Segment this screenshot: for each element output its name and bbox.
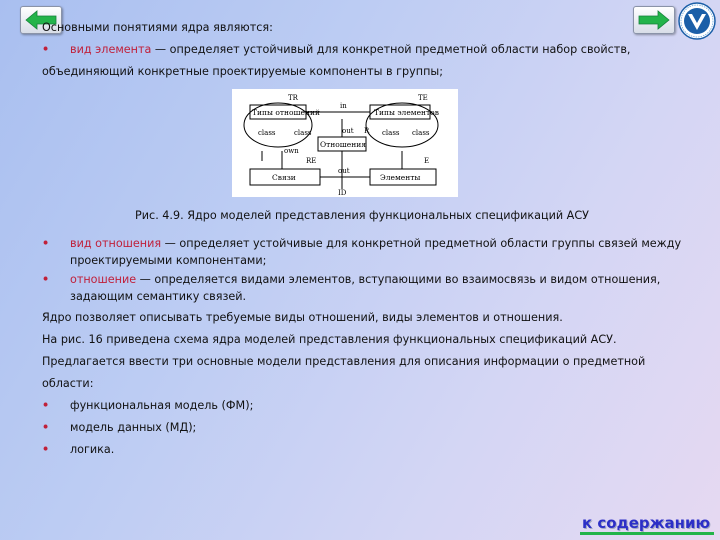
bullet-icon: • bbox=[42, 237, 50, 250]
paragraph: области: bbox=[42, 377, 94, 390]
diagram-label: class bbox=[412, 129, 430, 137]
diagram-label: class bbox=[382, 129, 400, 137]
diagram-label: R bbox=[364, 127, 370, 135]
diagram-label: Типы элементов bbox=[374, 108, 439, 117]
diagram-label: in bbox=[340, 102, 347, 110]
definition: — определяется видами элементов, вступающими во взаимосвязь и видом отношения, задающим семантику связей. bbox=[70, 273, 661, 303]
diagram-label: Связи bbox=[272, 173, 296, 182]
list-item bbox=[42, 417, 682, 439]
list-item bbox=[42, 39, 682, 61]
bullet-icon: • bbox=[42, 421, 50, 434]
diagram-label: TR bbox=[288, 94, 298, 102]
bullet-icon: • bbox=[42, 443, 50, 456]
paragraph: Предлагается ввести три основные модели представления для описания информации о предметной bbox=[42, 355, 646, 368]
paragraph: На рис. 16 приведена схема ядра моделей представления функциональных спецификаций АСУ. bbox=[42, 333, 617, 346]
diagram-label: Отношения bbox=[320, 140, 366, 149]
diagram-label: out bbox=[342, 127, 354, 135]
definition: — определяет устойчивый для конкретной предметной области набор свойств, bbox=[151, 43, 631, 56]
table-of-contents-link[interactable]: к содержанию bbox=[582, 514, 711, 532]
list-item bbox=[42, 271, 682, 305]
diagram-label: own bbox=[284, 147, 299, 155]
list-item bbox=[42, 235, 682, 269]
figure-caption: Рис. 4.9. Ядро моделей представления функциональных спецификаций АСУ bbox=[135, 209, 589, 222]
bullet-icon: • bbox=[42, 43, 50, 56]
term: отношение bbox=[70, 273, 137, 286]
bullet-icon: • bbox=[42, 399, 50, 412]
list-item-text: модель данных (МД); bbox=[70, 421, 197, 434]
diagram-label: E bbox=[424, 157, 430, 165]
core-model-diagram bbox=[232, 89, 458, 197]
slide-content bbox=[42, 17, 682, 461]
university-logo bbox=[678, 2, 716, 40]
diagram-label: Элементы bbox=[380, 173, 421, 182]
diagram-label: RE bbox=[306, 157, 317, 165]
diagram-label: Типы отношений bbox=[252, 108, 320, 117]
definition: — определяет устойчивые для конкретной предметной области группы связей между проектируемыми компонентами; bbox=[70, 237, 682, 267]
list-item-text: логика. bbox=[70, 443, 115, 456]
intro-continuation: объединяющий конкретные проектируемые компоненты в группы; bbox=[42, 65, 444, 78]
diagram-label: class bbox=[294, 129, 312, 137]
diagram-label: TE bbox=[418, 94, 428, 102]
term: вид отношения bbox=[70, 237, 162, 250]
link-underline bbox=[580, 532, 714, 535]
paragraph: Ядро позволяет описывать требуемые виды отношений, виды элементов и отношения. bbox=[42, 311, 563, 324]
bullet-icon: • bbox=[42, 273, 50, 286]
diagram-label: out bbox=[338, 167, 350, 175]
term: вид элемента bbox=[70, 43, 152, 56]
list-item bbox=[42, 439, 682, 461]
intro-text: Основными понятиями ядра являются: bbox=[42, 21, 273, 34]
diagram-label: ID bbox=[338, 189, 347, 197]
list-item bbox=[42, 395, 682, 417]
diagram-label: class bbox=[258, 129, 276, 137]
list-item-text: функциональная модель (ФМ); bbox=[70, 399, 254, 412]
